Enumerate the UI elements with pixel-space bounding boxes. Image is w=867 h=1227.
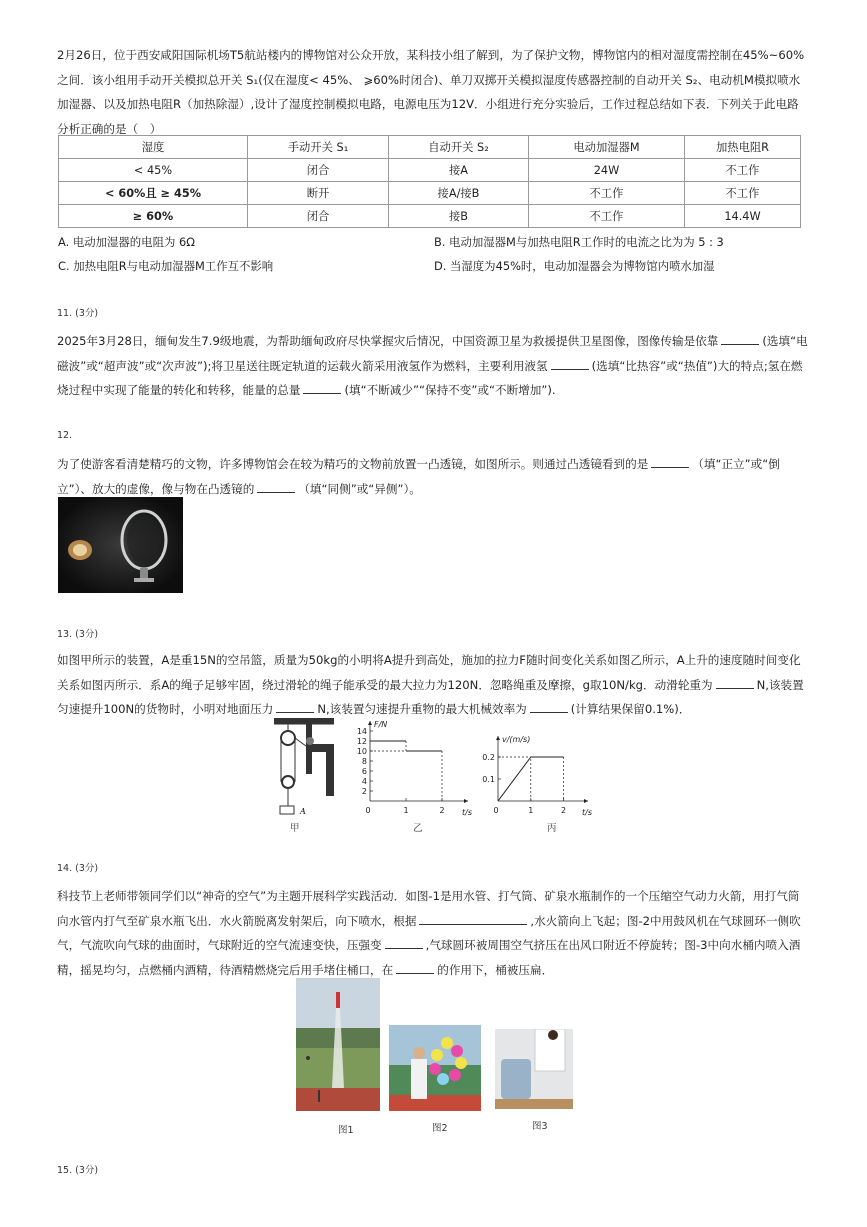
q12-text <box>57 452 809 501</box>
x-tick-label: 1 <box>403 806 409 815</box>
y-tick-label: 0.1 <box>482 775 495 784</box>
q14-part: ,气球圆环被周围空气挤压在出风口附近不停旋转；图-3中向水桶内喷入酒精，摇晃均匀，点燃桶内酒精，待酒精燃烧完后用手堵住桶口，在 <box>57 938 801 977</box>
x-axis-arrow <box>584 799 588 803</box>
caption-fig2: 图2 <box>432 1123 448 1134</box>
answer-blank[interactable] <box>651 455 689 468</box>
q13-part: (计算结果保留0.1%)． <box>570 702 691 716</box>
q12-part: （填“正立”或“倒立”）、放大的虚像，像与物在凸透镜的 <box>57 457 780 496</box>
q13-part: N,该装置匀速提升重物的最大机械效率为 <box>317 702 527 716</box>
table-row <box>59 205 801 228</box>
table-cell: 不工作 <box>685 159 801 182</box>
x-axis-label: t/s <box>462 808 472 817</box>
y-tick-label: 2 <box>361 787 367 796</box>
question-number: 15. (3分) <box>57 1165 99 1176</box>
table-cell: 14.4W <box>685 205 801 228</box>
humidity-table <box>58 135 801 228</box>
table-cell: 接A/接B <box>389 182 529 205</box>
q14-part: ,水火箭向上飞起；图-2中用鼓风机在气球圆环一侧吹气，气流吹向气球的曲面时，气球附近的空气流速变快，压强变 <box>57 913 801 952</box>
lens-photo <box>58 497 183 593</box>
q12-part: 为了使游客看清楚精巧的文物，许多博物馆会在较为精巧的文物前放置一凸透镜，如图所示。则通过凸透镜看到的是 <box>57 457 649 471</box>
table-header: 湿度 <box>59 136 248 159</box>
y-axis-label: F/N <box>374 720 388 729</box>
pulley-diagram <box>270 716 338 820</box>
caption-bing: 丙 <box>547 823 557 834</box>
q11-part: (选填“电磁波”或“超声波”或“次声波”);将卫星送往既定轨道的运载火箭采用液氢作为燃料，主要利用液氢 <box>57 334 808 373</box>
answer-blank[interactable] <box>551 357 589 370</box>
q11-text <box>57 329 809 403</box>
velocity-time-chart <box>478 716 596 820</box>
q14-part: 科技节上老师带领同学们以“神奇的空气”为主题开展科学实践活动．如图-1是用水管、打气筒、矿泉水瓶制作的一个压缩空气动力火箭，用打气筒向水管内打气至矿泉水瓶飞出．水火箭脱离发射架后，向下喷水，根据 <box>57 889 800 928</box>
y-tick-label: 0.2 <box>482 753 495 762</box>
table-header-row <box>59 136 801 159</box>
table-row <box>59 182 801 205</box>
q11-part: 2025年3月28日，缅甸发生7.9级地震，为帮助缅甸政府尽快掌握灾后情况，中国资源卫星为救援提供卫星图像，图像传输是依靠 <box>57 334 719 348</box>
water-rocket-photo <box>296 978 380 1111</box>
table-row <box>59 159 801 182</box>
x-tick-label: 0 <box>493 806 499 815</box>
y-axis-arrow <box>496 736 500 740</box>
q12-part: （填“同侧”或“异侧”）。 <box>298 481 421 496</box>
x-tick-label: 2 <box>561 806 567 815</box>
y-tick-label: 6 <box>361 767 367 776</box>
option-b[interactable]: B. 电动加湿器M与加热电阻R工作时的电流之比为为 5 : 3 <box>434 235 724 249</box>
balloon-ring-photo <box>389 1025 481 1111</box>
x-tick-label: 0 <box>365 806 371 815</box>
x-tick-label: 2 <box>439 806 445 815</box>
table-cell: 断开 <box>248 182 389 205</box>
table-header: 电动加湿器M <box>529 136 685 159</box>
alcohol-bucket-photo <box>495 1029 573 1109</box>
answer-blank[interactable] <box>419 912 527 925</box>
q13-part: N,该装置匀速提升100N的货物时，小明对地面压力 <box>57 677 804 716</box>
option-a[interactable]: A. 电动加湿器的电阻为 6Ω <box>58 235 195 249</box>
q10-stem: 2月26日，位于西安咸阳国际机场T5航站楼内的博物馆对公众开放，某科技小组了解到，为了保护文物，博物馆内的相对湿度需控制在45%~60%之间．该小组用手动开关模拟总开关 S₁(仅在湿度< 45%、 ⩾60%时闭合)、单刀双掷开关模拟湿度传感器控制的自动开关 S₂、电动机M模拟喷水加湿器、以及加热电阻R（加热除湿）,设计了湿度控制模拟电路，电源电压为12V．小组进行充分实验后，工作过程总结如下表．下列关于此电路分析正确的是（ ） <box>57 48 805 136</box>
option-d[interactable]: D. 当湿度为45%时，电动加湿器会为博物馆内喷水加湿 <box>434 259 715 273</box>
label-a: A <box>300 807 306 816</box>
q13-text <box>57 648 809 722</box>
table-cell: 接A <box>389 159 529 182</box>
x-tick-label: 1 <box>528 806 534 815</box>
x-axis-label: t/s <box>582 808 592 817</box>
table-cell: < 60%且 ≥ 45% <box>59 182 248 205</box>
y-tick-label: 10 <box>356 747 367 756</box>
q14-part: 的作用下，桶被压扁． <box>437 962 554 977</box>
table-header: 加热电阻R <box>685 136 801 159</box>
answer-blank[interactable] <box>721 332 759 345</box>
y-tick-label: 12 <box>356 737 367 746</box>
table-cell: 不工作 <box>529 205 685 228</box>
table-cell: 不工作 <box>685 182 801 205</box>
question-number: 12. <box>57 430 73 441</box>
series-segment <box>498 757 531 801</box>
y-tick-label: 14 <box>356 727 367 736</box>
q11-part: (填“不断减少”“保持不变”或“不断增加”). <box>344 383 556 397</box>
question-number: 14. (3分) <box>57 863 99 874</box>
question-number: 11. (3分) <box>57 308 99 319</box>
y-axis-label: v/(m/s) <box>502 735 531 744</box>
q13-part: 如图甲所示的装置，A是重15N的空吊篮，质量为50kg的小明将A提升到高处，施加的拉力F随时间变化关系如图乙所示，A上升的速度随时间变化关系如图丙所示．系A的绳子足够牢固，绕过滑轮的绳子能承受的最大拉力为120N．忽略绳重及摩擦，g取10N/kg．动滑轮重为 <box>57 653 801 692</box>
answer-blank[interactable] <box>257 480 295 493</box>
table-cell: 不工作 <box>529 182 685 205</box>
option-c[interactable]: C. 加热电阻R与电动加湿器M工作互不影响 <box>58 259 274 273</box>
q14-text <box>57 884 809 982</box>
table-cell: ≥ 60% <box>59 205 248 228</box>
answer-blank[interactable] <box>530 700 568 713</box>
y-tick-label: 8 <box>361 757 367 766</box>
answer-blank[interactable] <box>276 700 314 713</box>
table-cell: 24W <box>529 159 685 182</box>
answer-blank[interactable] <box>303 381 341 394</box>
y-tick-label: 4 <box>361 777 367 786</box>
table-cell: 接B <box>389 205 529 228</box>
table-header: 自动开关 S₂ <box>389 136 529 159</box>
table-cell: 闭合 <box>248 159 389 182</box>
answer-blank[interactable] <box>396 961 434 974</box>
table-cell: < 45% <box>59 159 248 182</box>
caption-fig3: 图3 <box>532 1121 548 1132</box>
question-number: 13. (3分) <box>57 629 99 640</box>
caption-fig1: 图1 <box>338 1125 354 1136</box>
table-header: 手动开关 S₁ <box>248 136 389 159</box>
force-time-chart <box>350 716 480 820</box>
table-cell: 闭合 <box>248 205 389 228</box>
caption-jia: 甲 <box>290 823 300 834</box>
answer-blank[interactable] <box>716 676 754 689</box>
answer-blank[interactable] <box>385 936 423 949</box>
y-axis-arrow <box>368 721 372 725</box>
caption-yi: 乙 <box>413 823 423 834</box>
q11-part: (选填“比热容”或“热值”)大的特点;氢在燃烧过程中实现了能量的转化和转移，能量的总量 <box>57 358 803 397</box>
x-axis-arrow <box>464 799 468 803</box>
